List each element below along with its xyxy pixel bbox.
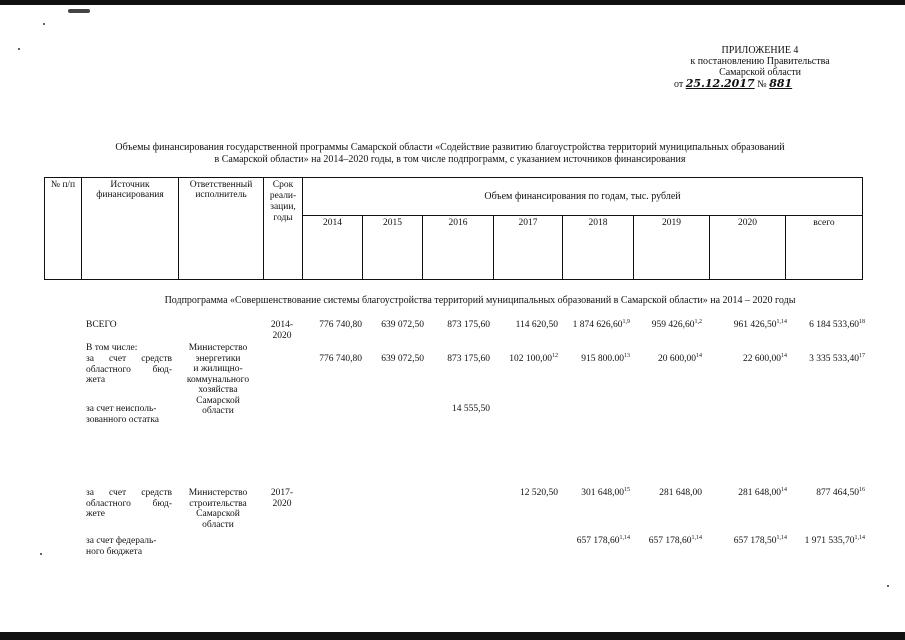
r1-2020-value: 22 600,00: [743, 354, 781, 364]
title-line1: Объемы финансирования государственной программы Самарской области «Содействие развитию благоустройства территорий муниципальных образований: [115, 142, 785, 153]
term-start: 2014-: [270, 320, 294, 330]
r4-2020-value: 657 178,50: [733, 536, 777, 546]
r3-all-value: 877 464,50: [816, 488, 859, 498]
total-2020-note: 1,14: [776, 318, 787, 325]
r3-executor: [172, 488, 264, 530]
total-2020: [702, 320, 787, 331]
r1-exec-line6: Самарской: [196, 395, 240, 406]
total-2018: [558, 320, 630, 331]
total-2018-note: 1,9: [622, 318, 630, 325]
r4-source: [86, 536, 156, 557]
r1-2014: 776 740,80: [319, 354, 362, 364]
r3-2018-value: 301 648,00: [581, 488, 624, 498]
r3-src-line3: жете: [86, 509, 106, 519]
year-2020-header: 2020: [710, 216, 786, 280]
r3-exec-line1: Министерство: [188, 488, 248, 498]
r1-2020: [702, 354, 787, 365]
r2-src-line1: за счет неисполь-: [86, 404, 157, 414]
term-line2: реали-: [269, 191, 297, 201]
col-term-header: [264, 178, 303, 280]
r3-src-line2: областного бюд-: [86, 498, 172, 509]
r1-2016: 873 175,60: [447, 354, 490, 364]
col-volume-header: Объем финансирования по годам, тыс. рублей: [303, 178, 863, 216]
r4-2018: [558, 536, 630, 547]
term-line3: зации,: [270, 202, 296, 212]
total-2019-note: 1,2: [694, 318, 702, 325]
r1-src-line1: за счет средств: [86, 354, 172, 364]
appendix-line3: Самарской области: [719, 67, 801, 78]
number-label: №: [757, 79, 767, 90]
year-2015-header: 2015: [363, 216, 423, 280]
r4-2018-value: 657 178,60: [576, 536, 620, 546]
r1-source: [86, 354, 172, 375]
r4-2020: [702, 536, 787, 547]
r4-src-line2: ного бюджета: [86, 546, 143, 557]
year-2017-header: 2017: [494, 216, 563, 280]
handwritten-date: 25.12.2017: [685, 77, 755, 90]
r1-2019-value: 20 600,00: [658, 354, 696, 364]
r1-2019: [630, 354, 702, 365]
r1-src-line2: областного бюд-: [86, 364, 172, 375]
r1-2017-value: 102 100,00: [509, 354, 552, 364]
r1-all-note: 17: [859, 352, 865, 359]
r4-all: [787, 536, 865, 547]
scan-bottom-edge: [0, 632, 905, 640]
total-2019: [630, 320, 702, 331]
total-2014: 776 740,80: [319, 320, 362, 330]
r3-all-note: 16: [859, 486, 865, 493]
total-2015: 639 072,50: [381, 320, 424, 330]
r3-2020: [702, 488, 787, 499]
appendix-date-line: [674, 78, 880, 90]
appendix-title: ПРИЛОЖЕНИЕ 4: [721, 45, 799, 56]
term-line1: Срок: [272, 180, 294, 190]
handwritten-number: 881: [769, 77, 793, 90]
r1-exec-line2: энергетики: [195, 353, 241, 364]
r1-2019-note: 14: [696, 352, 702, 359]
r3-term-end: 2020: [272, 498, 292, 509]
r1-2018: [558, 354, 630, 365]
document-title: [60, 142, 840, 166]
r2-2016: 14 555,50: [452, 404, 490, 414]
total-all-note: 18: [859, 318, 865, 325]
r4-src-line1: за счет федераль-: [86, 536, 157, 546]
r3-exec-line4: области: [202, 519, 234, 530]
r1-exec-line3: и жилищно-: [193, 364, 243, 374]
col-executor-header: Ответственный исполнитель: [179, 178, 264, 280]
r4-2019-note: 1,14: [691, 534, 702, 541]
r1-src-line3: жета: [86, 375, 106, 385]
r1-2017: [490, 354, 558, 365]
r3-2019: 281 648,00: [659, 488, 702, 498]
r1-all-value: 3 335 533,40: [809, 354, 859, 364]
year-2014-header: 2014: [303, 216, 363, 280]
from-label: от: [674, 79, 684, 90]
year-2019-header: 2019: [634, 216, 710, 280]
total-2016: 873 175,60: [447, 320, 490, 330]
r1-2020-note: 14: [781, 352, 787, 359]
r1-2018-value: 915 800.00: [581, 354, 624, 364]
r1-exec-line5: хозяйства: [198, 385, 238, 395]
col-source-header: Источник финансирования: [82, 178, 179, 280]
title-line2: в Самарской области» на 2014–2020 годы, в том числе подпрограмм, с указанием источников финансирования: [214, 154, 686, 165]
appendix-header: [640, 45, 880, 90]
r1-executor: [172, 343, 264, 417]
term-line4: годы: [273, 213, 293, 223]
r3-src-line1: за счет средств: [86, 488, 172, 498]
r3-exec-line3: Самарской: [196, 509, 240, 519]
scan-speck: [887, 585, 889, 587]
r3-term: [264, 488, 300, 509]
r1-exec-line4: коммунального: [186, 374, 250, 385]
scan-top-edge: [0, 0, 905, 5]
row-total-term: [264, 320, 300, 341]
r3-2017: 12 520,50: [520, 488, 558, 498]
r4-all-note: 1,14: [854, 534, 865, 541]
total-2020-value: 961 426,50: [733, 320, 777, 330]
appendix-line2: к постановлению Правительства: [690, 56, 830, 67]
r3-2020-note: 14: [781, 486, 787, 493]
r3-2020-value: 281 648,00: [738, 488, 781, 498]
subprogram-title: Подпрограмма «Совершенствование системы благоустройства территорий муниципальных образований в Самарской области» на 2014 – 2020 годы: [164, 295, 796, 306]
term-end: 2020: [272, 330, 292, 341]
r1-2018-note: 13: [624, 352, 630, 359]
r3-2018-note: 15: [624, 486, 630, 493]
scan-mark: [68, 9, 90, 13]
total-2018-value: 1 874 626,60: [572, 320, 623, 330]
year-2018-header: 2018: [563, 216, 634, 280]
scan-speck: [18, 48, 20, 50]
r4-2019: [630, 536, 702, 547]
scan-speck: [40, 553, 42, 555]
r1-2017-note: 12: [552, 352, 558, 359]
financing-table-header: [44, 177, 863, 280]
r4-2020-note: 1,14: [776, 534, 787, 541]
r1-exec-line1: Министерство: [188, 343, 248, 353]
r1-all: [787, 354, 865, 365]
r1-exec-line7: области: [202, 406, 234, 416]
col-number-header: № п/п: [45, 178, 82, 280]
r3-term-start: 2017-: [270, 488, 294, 498]
r2-source: [86, 404, 159, 425]
scan-speck: [43, 23, 45, 25]
total-all-value: 6 184 533,60: [809, 320, 859, 330]
r3-exec-line2: строительства: [189, 498, 247, 509]
r4-2019-value: 657 178,60: [648, 536, 692, 546]
total-2019-value: 959 426,60: [651, 320, 695, 330]
row-total-label: ВСЕГО: [86, 320, 117, 330]
r2-src-line2: зованного остатка: [86, 414, 160, 425]
total-all: [787, 320, 865, 331]
total-2017: 114 620,50: [515, 320, 558, 330]
year-2016-header: 2016: [423, 216, 494, 280]
r3-all: [787, 488, 865, 499]
r4-2018-note: 1,14: [619, 534, 630, 541]
year-total-header: всего: [786, 216, 863, 280]
r3-2018: [558, 488, 630, 499]
r3-source: [86, 488, 172, 509]
r1-2015: 639 072,50: [381, 354, 424, 364]
including-label: В том числе:: [86, 343, 138, 353]
r4-all-value: 1 971 535,70: [804, 536, 855, 546]
